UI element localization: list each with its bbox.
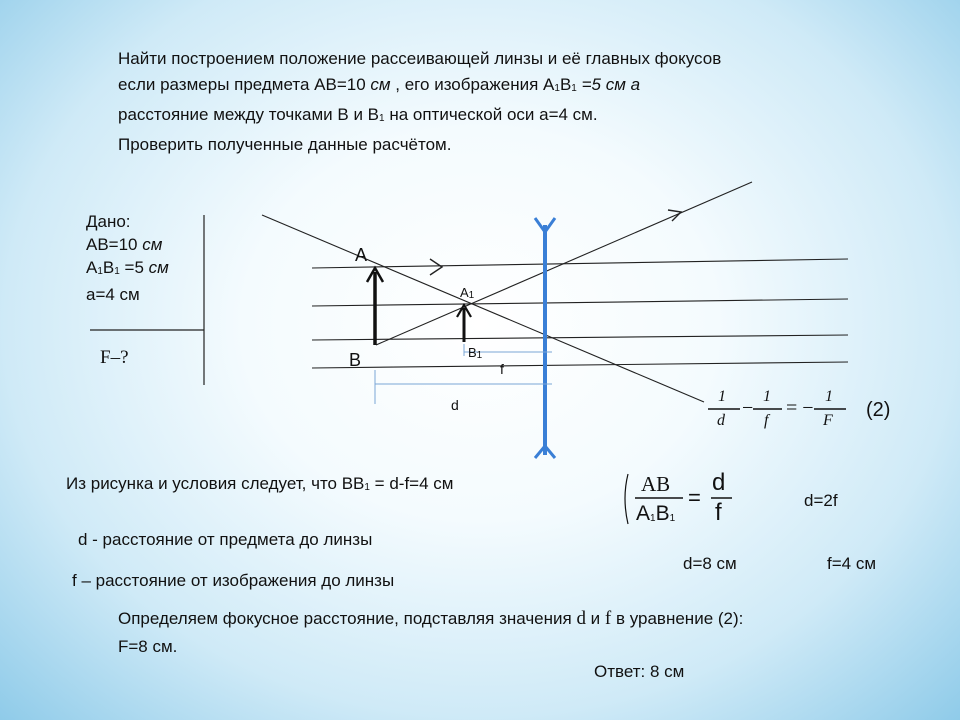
f-value: f=4 см: [827, 554, 877, 573]
parallel-ray-top: [312, 259, 848, 268]
define-text: Определяем фокусное расстояние, подставляя значения d и f в уравнение (2):: [118, 608, 744, 629]
formula2-n1: 1: [718, 388, 726, 405]
label-b1: $B_1$: [468, 345, 483, 361]
label-f: f: [500, 361, 504, 377]
f-definition: f – расстояние от изображения до линзы: [72, 571, 395, 590]
task-line-2: если размеры предмета AB=10 см , его изображения $A_1B_1 =5$ см а: [118, 75, 641, 94]
given-find: F–?: [100, 347, 129, 368]
formula2-tag: (2): [866, 399, 891, 421]
answer-text: Ответ: 8 см: [594, 662, 685, 681]
ray-arrow-right: [430, 259, 442, 275]
formula2-d2: f: [764, 412, 769, 429]
d-value: d=8 см: [683, 554, 737, 573]
label-d: d: [451, 397, 459, 413]
ratio-num: AB: [641, 472, 671, 496]
given-a1b1: $A_1B_1 =5$ см: [86, 258, 169, 277]
formula2-minus: −: [742, 397, 754, 419]
d-definition: d - расстояние от предмета до линзы: [78, 530, 373, 549]
task-line-1: Найти построением положение рассеивающей линзы и её главных фокусов: [118, 49, 722, 68]
task-line-4: Проверить полученные данные расчётом.: [118, 135, 452, 154]
label-b: B: [349, 350, 362, 370]
formula2-d1: d: [717, 412, 725, 429]
label-a1: $A_1$: [460, 285, 475, 301]
result-text: F=8 см.: [118, 637, 178, 656]
task-line-3: расстояние между точками B и $B_1$ на оптической оси a=4 см.: [118, 105, 598, 124]
formula2-n2: 1: [763, 388, 771, 405]
ratio-d: d: [712, 469, 726, 496]
follows-text: Из рисунка и условия следует, что $BB_1 = d-f=4$ см: [66, 474, 454, 493]
ratio-den: $A_1B_1$: [636, 502, 676, 525]
parallel-line-middle: [312, 299, 848, 306]
given-title: Дано:: [86, 212, 131, 231]
diverged-ray: [376, 182, 752, 345]
ratio-f: f: [715, 499, 722, 526]
optical-axis: [312, 362, 848, 368]
label-a: A: [355, 245, 368, 265]
given-a: a=4 см: [86, 285, 140, 304]
ratio-eq: =: [688, 485, 701, 510]
central-ray: [262, 215, 704, 402]
given-ab: AB=10 см: [86, 235, 163, 254]
d-equals-2f: d=2f: [804, 491, 838, 510]
formula2-n3: 1: [825, 388, 833, 405]
formula2-eq: = −: [786, 397, 814, 419]
formula2-d3: F: [823, 412, 833, 429]
